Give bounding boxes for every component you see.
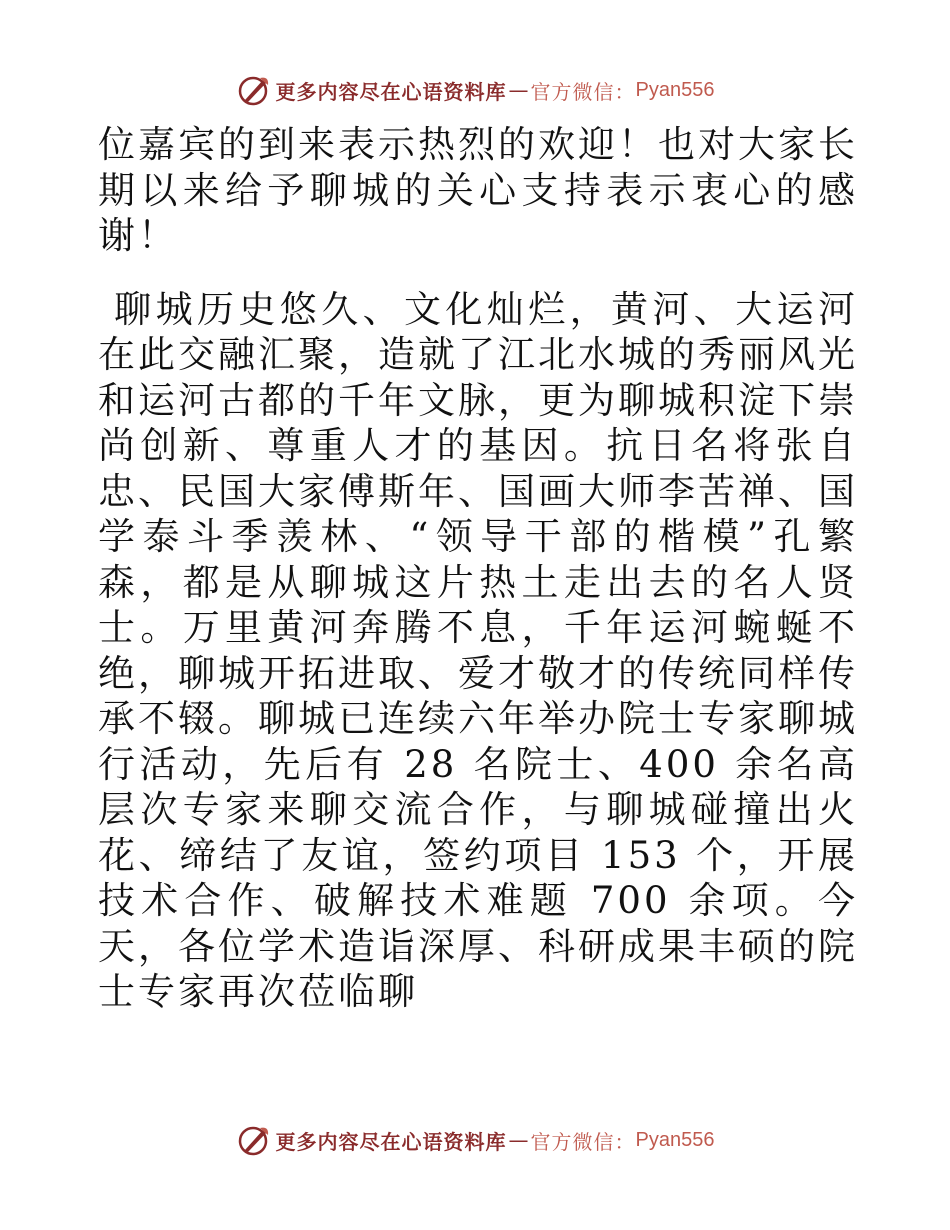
paragraph-1: 位嘉宾的到来表示热烈的欢迎！也对大家长期以来给予聊城的关心支持表示衷心的感谢！ (98, 123, 858, 257)
footer-wechat-label: 官方微信： (530, 1129, 636, 1154)
footer-dash: — (508, 1128, 529, 1152)
footer-banner (0, 1120, 950, 1160)
header-dash: — (508, 78, 529, 102)
footer-wechat-id: Pyan556 (635, 1128, 715, 1151)
footer-brand-text: 更多内容尽在心语资料库 (275, 1129, 507, 1154)
header-wechat-id: Pyan556 (635, 78, 715, 101)
header-banner (0, 70, 950, 110)
header-wechat-label: 官方微信： (530, 79, 636, 104)
quill-logo-icon (236, 1122, 272, 1158)
document-body (98, 122, 858, 1015)
quill-logo-icon (236, 72, 272, 108)
paragraph-2: 聊城历史悠久、文化灿烂，黄河、大运河在此交融汇聚，造就了江北水城的秀丽风光和运河古都的千年文脉，更为聊城积淀下崇尚创新、尊重人才的基因。抗日名将张自忠、民国大家傅斯年、国画大师李苦禅、国学泰斗季羡林、“领导干部的楷模”孔繁森，都是从聊城这片热土走出去的名人贤士。万里黄河奔腾不息，千年运河蜿蜒不绝，聊城开拓进取、爱才敬才的传统同样传承不辍。聊城已连续六年举办院士专家聊城行活动，先后有 28 名院士、400 余名高层次专家来聊交流合作，与聊城碰撞出火花、缔结了友谊，签约项目 153 个，开展技术合作、破解技术难题 700 余项。今天，各位学术造诣深厚、科研成果丰硕的院士专家再次莅临聊 (98, 287, 859, 1013)
header-brand-text: 更多内容尽在心语资料库 (275, 79, 507, 104)
